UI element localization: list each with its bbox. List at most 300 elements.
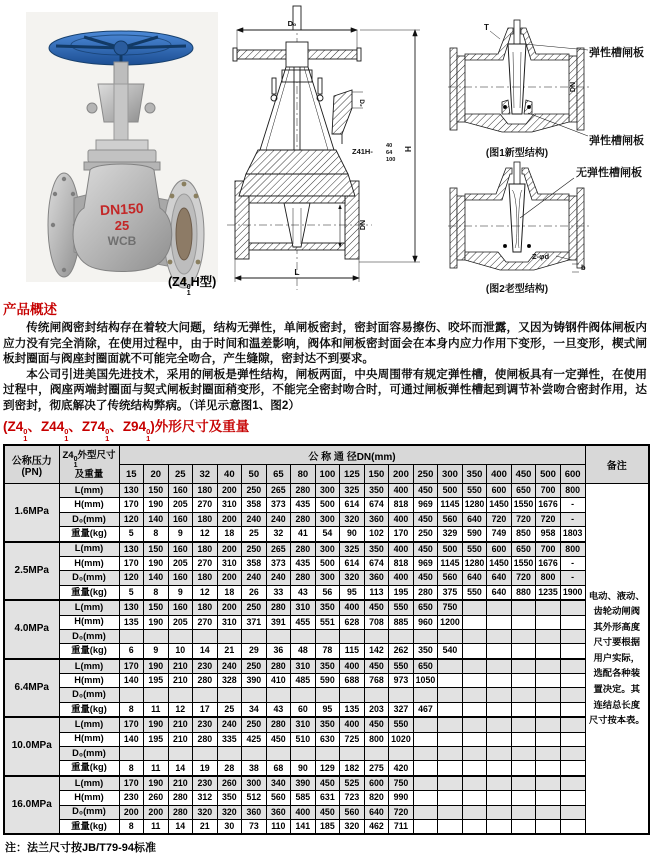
dn-size-header: 600 — [560, 465, 585, 484]
dimension-value-cell — [487, 702, 512, 717]
table-row — [4, 484, 649, 498]
dimension-value-cell: 33 — [266, 585, 291, 600]
fig1-callout-top: 弹性槽闸板 — [589, 47, 644, 59]
dimension-value-cell: 230 — [193, 717, 218, 732]
dimension-value-cell: 628 — [340, 615, 365, 629]
dimension-value-cell — [536, 732, 561, 746]
row-label-cell: L(mm) — [59, 776, 119, 791]
dimension-value-cell: 200 — [217, 484, 242, 498]
dimension-value-cell: 170 — [389, 527, 414, 542]
dimension-value-cell — [413, 805, 438, 819]
dimension-value-cell: 390 — [242, 674, 267, 688]
dimension-value-cell: 300 — [315, 542, 340, 557]
dimension-value-cell: 17 — [193, 702, 218, 717]
dimension-value-cell — [462, 819, 487, 834]
dimension-value-cell: 60 — [291, 702, 316, 717]
dimension-value-cell: 19 — [193, 761, 218, 776]
dimension-value-cell: 260 — [144, 791, 169, 805]
body-marking-pn: 25 — [114, 218, 130, 233]
dimension-value-cell — [193, 629, 218, 643]
dimension-value-cell: 230 — [193, 776, 218, 791]
dimension-value-cell: 320 — [340, 819, 365, 834]
dimension-value-cell: 373 — [266, 498, 291, 512]
dimension-value-cell: 185 — [315, 819, 340, 834]
dimension-value-cell: 500 — [315, 498, 340, 512]
row-label-cell: H(mm) — [59, 732, 119, 746]
dimension-value-cell: 10 — [168, 644, 193, 659]
dimension-value-cell: 48 — [291, 644, 316, 659]
dimension-value-cell — [438, 688, 463, 702]
dimension-value-cell: 141 — [291, 819, 316, 834]
dimension-value-cell — [462, 717, 487, 732]
dimension-value-cell: 435 — [291, 498, 316, 512]
model-sup-sub: 0 1 — [186, 284, 191, 297]
dimension-value-cell — [511, 629, 536, 643]
dimension-value-cell: 180 — [193, 512, 218, 526]
table-row — [4, 805, 649, 819]
table-row — [4, 761, 649, 776]
row-label-cell: L(mm) — [59, 659, 119, 674]
dimension-value-cell: 640 — [487, 585, 512, 600]
dimension-value-cell — [487, 776, 512, 791]
dimension-value-cell: 325 — [340, 484, 365, 498]
dimension-value-cell — [487, 600, 512, 615]
dimension-value-cell — [340, 688, 365, 702]
dn-size-header: 20 — [144, 465, 169, 484]
pressure-cell: 10.0MPa — [4, 717, 59, 776]
dimension-value-cell: 14 — [168, 819, 193, 834]
dimension-value-cell: 640 — [462, 571, 487, 585]
dn-size-header: 80 — [291, 465, 316, 484]
dimension-value-cell: 102 — [364, 527, 389, 542]
dimension-value-cell — [536, 688, 561, 702]
dimension-value-cell: 140 — [144, 571, 169, 585]
dimension-value-cell: 650 — [413, 659, 438, 674]
dimension-value-cell: 723 — [340, 791, 365, 805]
dimension-value-cell: 312 — [193, 791, 218, 805]
dimension-value-cell: 310 — [291, 717, 316, 732]
dimension-value-cell: 280 — [193, 732, 218, 746]
dimension-value-cell — [487, 805, 512, 819]
dimension-value-cell: 25 — [242, 527, 267, 542]
dimension-value-cell: 550 — [389, 659, 414, 674]
dimension-value-cell: 1200 — [438, 615, 463, 629]
dimension-value-cell: 371 — [242, 615, 267, 629]
product-overview-section — [3, 298, 647, 413]
dimension-value-cell: 78 — [315, 644, 340, 659]
dimension-value-cell: 170 — [119, 659, 144, 674]
dimension-value-cell: 140 — [144, 512, 169, 526]
dimension-value-cell: 400 — [340, 659, 365, 674]
dimension-value-cell: 190 — [144, 776, 169, 791]
dimension-value-cell: 250 — [242, 717, 267, 732]
dimension-value-cell: 1280 — [462, 498, 487, 512]
dimension-value-cell — [438, 747, 463, 761]
dimension-value-cell: 14 — [168, 761, 193, 776]
dimension-value-cell: 250 — [242, 659, 267, 674]
dimension-value-cell: 210 — [168, 732, 193, 746]
dimension-value-cell: 160 — [168, 484, 193, 498]
dimension-value-cell: 650 — [511, 484, 536, 498]
dimension-value-cell: 280 — [266, 717, 291, 732]
dimension-value-cell: 180 — [193, 571, 218, 585]
dimension-value-cell: 170 — [119, 556, 144, 570]
dimension-value-cell: 420 — [389, 761, 414, 776]
dimension-value-cell: 310 — [217, 556, 242, 570]
dn-size-header: 400 — [487, 465, 512, 484]
table-row — [4, 585, 649, 600]
dimension-value-cell: 720 — [389, 805, 414, 819]
dimension-value-cell: 1235 — [536, 585, 561, 600]
dimension-value-cell: 450 — [413, 571, 438, 585]
dimension-value-cell: 600 — [487, 542, 512, 557]
dimension-value-cell: 800 — [560, 542, 585, 557]
dimension-value-cell: 550 — [389, 600, 414, 615]
dimension-value-cell: 1450 — [487, 498, 512, 512]
dimension-value-cell: 95 — [315, 702, 340, 717]
dimension-value-cell: 130 — [119, 542, 144, 557]
dimension-value-cell: 720 — [511, 512, 536, 526]
dimension-value-cell — [389, 629, 414, 643]
row-label-cell: L(mm) — [59, 600, 119, 615]
fig2-cross-section — [448, 160, 648, 296]
dimension-value-cell — [364, 629, 389, 643]
dimension-value-cell: 320 — [340, 512, 365, 526]
dimension-value-cell — [536, 776, 561, 791]
model-sup-sub: 0 1 — [23, 427, 28, 443]
dn-size-header: 15 — [119, 465, 144, 484]
dimension-value-cell — [168, 629, 193, 643]
dimension-value-cell: 310 — [291, 600, 316, 615]
dimension-value-cell — [119, 688, 144, 702]
dimension-value-cell: 390 — [291, 776, 316, 791]
dn-size-header: 250 — [413, 465, 438, 484]
dimension-value-cell: 9 — [168, 527, 193, 542]
table-row — [4, 776, 649, 791]
dimension-value-cell: 203 — [364, 702, 389, 717]
table-row — [4, 498, 649, 512]
dimension-value-cell: - — [560, 498, 585, 512]
fig1-dn-label: DN — [570, 81, 577, 93]
dimension-value-cell: 205 — [168, 498, 193, 512]
table-row — [4, 644, 649, 659]
dimension-value-cell: 450 — [413, 542, 438, 557]
dimension-value-cell — [511, 600, 536, 615]
dimension-value-cell: 300 — [315, 512, 340, 526]
dimension-value-cell: 240 — [266, 571, 291, 585]
table-row — [4, 791, 649, 805]
dimension-value-cell: 68 — [266, 761, 291, 776]
dimension-value-cell — [487, 615, 512, 629]
dimension-value-cell: 350 — [315, 600, 340, 615]
dimension-value-cell: 280 — [168, 805, 193, 819]
dimension-value-cell: 350 — [217, 791, 242, 805]
dimension-value-cell: 190 — [144, 556, 169, 570]
row-label-cell: H(mm) — [59, 615, 119, 629]
dimension-value-cell — [266, 688, 291, 702]
dimension-value-cell: 614 — [340, 498, 365, 512]
row-label-cell: L(mm) — [59, 484, 119, 498]
dimension-value-cell: 300 — [242, 776, 267, 791]
dimension-value-cell: 1020 — [389, 732, 414, 746]
dimension-value-cell: 450 — [364, 600, 389, 615]
valve-photo — [26, 12, 218, 282]
dimension-value-cell: 1145 — [438, 498, 463, 512]
dimension-value-cell: 21 — [193, 819, 218, 834]
dimension-value-cell — [413, 629, 438, 643]
dimension-value-cell: 160 — [168, 542, 193, 557]
dn-size-header: 150 — [364, 465, 389, 484]
model-code-label: Z41H- — [352, 147, 373, 156]
dimension-value-cell: 265 — [266, 542, 291, 557]
dimension-value-cell — [511, 644, 536, 659]
dimension-value-cell: 195 — [144, 674, 169, 688]
dn-size-header: 100 — [315, 465, 340, 484]
dimension-value-cell — [511, 805, 536, 819]
dimension-value-cell: 43 — [266, 702, 291, 717]
dimension-value-cell: 525 — [340, 776, 365, 791]
row-label-cell: D₀(mm) — [59, 747, 119, 761]
dimension-value-cell: 450 — [315, 776, 340, 791]
dn-size-header: 500 — [536, 465, 561, 484]
dimension-value-cell: 110 — [266, 819, 291, 834]
model-size-100: 100 — [386, 157, 396, 163]
dimension-value-cell — [560, 791, 585, 805]
dimension-value-cell: 150 — [144, 600, 169, 615]
dimension-value-cell — [487, 659, 512, 674]
dimension-value-cell — [536, 674, 561, 688]
dimension-value-cell: 195 — [389, 585, 414, 600]
dn-size-header: 200 — [389, 465, 414, 484]
dimension-value-cell — [462, 732, 487, 746]
dimension-value-cell — [511, 717, 536, 732]
dimension-value-cell — [511, 615, 536, 629]
dimension-value-cell — [266, 747, 291, 761]
dimension-value-cell — [487, 717, 512, 732]
dimension-value-cell: 650 — [511, 542, 536, 557]
dimension-value-cell — [242, 747, 267, 761]
dimension-value-cell: 12 — [193, 527, 218, 542]
dimension-value-cell — [413, 688, 438, 702]
dimension-value-cell: 750 — [389, 776, 414, 791]
dimension-value-cell: 711 — [389, 819, 414, 834]
dimension-value-cell: 560 — [438, 571, 463, 585]
dimension-value-cell: 270 — [193, 498, 218, 512]
dimension-value-cell: 73 — [242, 819, 267, 834]
dimension-value-cell: 1450 — [487, 556, 512, 570]
fig1-callout-bottom: 弹性槽闸板 — [589, 135, 644, 147]
dimension-value-cell — [560, 819, 585, 834]
dimension-value-cell: 360 — [242, 805, 267, 819]
dimension-value-cell — [364, 747, 389, 761]
dimension-value-cell: 275 — [364, 761, 389, 776]
dimension-value-cell: 1280 — [462, 556, 487, 570]
dimension-value-cell: 320 — [217, 805, 242, 819]
dimension-value-cell: 180 — [193, 600, 218, 615]
dim-label-d2: D₂ — [358, 99, 365, 107]
dimension-value-cell: 54 — [315, 527, 340, 542]
dimension-value-cell: 280 — [266, 659, 291, 674]
table-row — [4, 819, 649, 834]
dimension-value-cell: 708 — [364, 615, 389, 629]
dimension-value-cell: 560 — [340, 805, 365, 819]
dimension-value-cell: 550 — [389, 717, 414, 732]
dimension-value-cell: 135 — [340, 702, 365, 717]
dimension-value-cell: 400 — [389, 512, 414, 526]
table-row — [4, 571, 649, 585]
dimension-value-cell: 135 — [119, 615, 144, 629]
dimension-value-cell: 500 — [438, 542, 463, 557]
table-row — [4, 556, 649, 570]
dimension-value-cell: 327 — [389, 702, 414, 717]
dimension-value-cell: 5 — [119, 585, 144, 600]
dimension-value-cell: 958 — [536, 527, 561, 542]
dimension-value-cell — [560, 732, 585, 746]
dimension-value-cell: 240 — [217, 659, 242, 674]
dimension-value-cell: - — [560, 571, 585, 585]
dimension-value-cell: 160 — [168, 600, 193, 615]
table-row — [4, 542, 649, 557]
dimensions-table-head — [4, 445, 649, 484]
dimension-value-cell — [462, 702, 487, 717]
dimension-value-cell — [560, 702, 585, 717]
dimension-value-cell: 250 — [413, 527, 438, 542]
dimension-value-cell: 373 — [266, 556, 291, 570]
dimension-value-cell: 328 — [217, 674, 242, 688]
row-label-cell: D₀(mm) — [59, 512, 119, 526]
dimension-value-cell — [487, 791, 512, 805]
dimension-value-cell: 585 — [291, 791, 316, 805]
dn-size-header: 40 — [217, 465, 242, 484]
dimension-value-cell — [536, 747, 561, 761]
dimension-value-cell — [364, 688, 389, 702]
row-label-cell: H(mm) — [59, 498, 119, 512]
dimension-value-cell — [413, 732, 438, 746]
dimension-value-cell — [487, 761, 512, 776]
dimension-value-cell — [511, 674, 536, 688]
dimension-value-cell: 674 — [364, 556, 389, 570]
dimensions-table — [3, 444, 650, 835]
dimension-value-cell — [242, 688, 267, 702]
dimension-value-cell — [413, 791, 438, 805]
dimension-value-cell: 190 — [144, 659, 169, 674]
dimension-value-cell — [536, 615, 561, 629]
dn-size-header: 350 — [462, 465, 487, 484]
dimension-value-cell: 400 — [340, 600, 365, 615]
dn-size-header: 65 — [266, 465, 291, 484]
dimension-value-cell — [487, 674, 512, 688]
dimension-value-cell — [536, 717, 561, 732]
dimension-value-cell — [462, 644, 487, 659]
dimension-value-cell: 320 — [340, 571, 365, 585]
dimension-value-cell: 358 — [242, 556, 267, 570]
dimension-value-cell: 510 — [291, 732, 316, 746]
dimension-value-cell — [511, 761, 536, 776]
dimension-value-cell — [560, 600, 585, 615]
dimension-value-cell: 190 — [144, 498, 169, 512]
dimension-value-cell: 688 — [340, 674, 365, 688]
dimension-value-cell: 400 — [291, 805, 316, 819]
dimension-value-cell: 450 — [364, 717, 389, 732]
dimension-value-cell — [217, 747, 242, 761]
row-label-cell: 重量(kg) — [59, 702, 119, 717]
dimension-value-cell: 1050 — [413, 674, 438, 688]
dimension-value-cell: 270 — [193, 615, 218, 629]
dimension-value-cell: 9 — [144, 644, 169, 659]
dimension-value-cell — [511, 819, 536, 834]
dn-size-header: 450 — [511, 465, 536, 484]
dimension-value-cell — [511, 688, 536, 702]
dimension-value-cell: 340 — [266, 776, 291, 791]
dimension-value-cell: 32 — [266, 527, 291, 542]
row-label-cell: 重量(kg) — [59, 761, 119, 776]
dimension-value-cell: 590 — [462, 527, 487, 542]
table-row — [4, 659, 649, 674]
dimension-value-cell: 551 — [315, 615, 340, 629]
dimension-value-cell: 990 — [389, 791, 414, 805]
row-label-cell: 重量(kg) — [59, 527, 119, 542]
fig1-t-label: T — [484, 23, 489, 32]
dimension-value-cell: 560 — [438, 512, 463, 526]
dimension-value-cell — [438, 629, 463, 643]
row-label-cell: L(mm) — [59, 542, 119, 557]
dimension-value-cell: 280 — [168, 791, 193, 805]
dimension-value-cell: 25 — [217, 702, 242, 717]
row-label-cell: D₀(mm) — [59, 571, 119, 585]
dimension-value-cell — [315, 629, 340, 643]
body-marking-dn: DN150 — [99, 199, 144, 219]
dimension-value-cell — [438, 791, 463, 805]
dimension-value-cell: 30 — [217, 819, 242, 834]
pressure-cell: 16.0MPa — [4, 776, 59, 835]
dimension-value-cell: 818 — [389, 556, 414, 570]
dimension-value-cell: 270 — [193, 556, 218, 570]
dimension-value-cell: 455 — [291, 615, 316, 629]
dimension-value-cell: 160 — [168, 571, 193, 585]
dimension-value-cell — [291, 747, 316, 761]
dimension-value-cell — [560, 747, 585, 761]
dimension-value-cell — [119, 747, 144, 761]
dimension-value-cell: 350 — [364, 542, 389, 557]
dimension-value-cell — [144, 629, 169, 643]
dimension-value-cell: 8 — [119, 819, 144, 834]
fig1-cross-section — [448, 18, 648, 160]
dimension-value-cell: 170 — [119, 498, 144, 512]
dimension-value-cell: 240 — [242, 512, 267, 526]
dimension-value-cell — [315, 747, 340, 761]
dimension-value-cell: 820 — [364, 791, 389, 805]
dimension-value-cell: 280 — [291, 484, 316, 498]
photo-caption: (Z4 0 1 H型) — [168, 275, 217, 297]
dimension-value-cell — [560, 688, 585, 702]
dimension-value-cell: 150 — [144, 542, 169, 557]
dimension-value-cell: 400 — [340, 717, 365, 732]
dimension-value-cell — [438, 732, 463, 746]
dimension-value-cell: 190 — [144, 615, 169, 629]
dimension-value-cell: 240 — [242, 571, 267, 585]
dimension-value-cell: 200 — [119, 805, 144, 819]
dimension-value-cell: 640 — [364, 805, 389, 819]
dim-label-d0: D₀ — [287, 19, 297, 28]
remark-column-header: 备注 — [585, 445, 649, 484]
dimension-value-cell — [560, 776, 585, 791]
dimension-value-cell — [438, 702, 463, 717]
dimension-value-cell: 250 — [242, 600, 267, 615]
dimension-value-cell: 560 — [266, 791, 291, 805]
dimension-value-cell: 160 — [168, 512, 193, 526]
dimension-value-cell: 630 — [315, 732, 340, 746]
dimensions-table-body — [4, 484, 649, 835]
